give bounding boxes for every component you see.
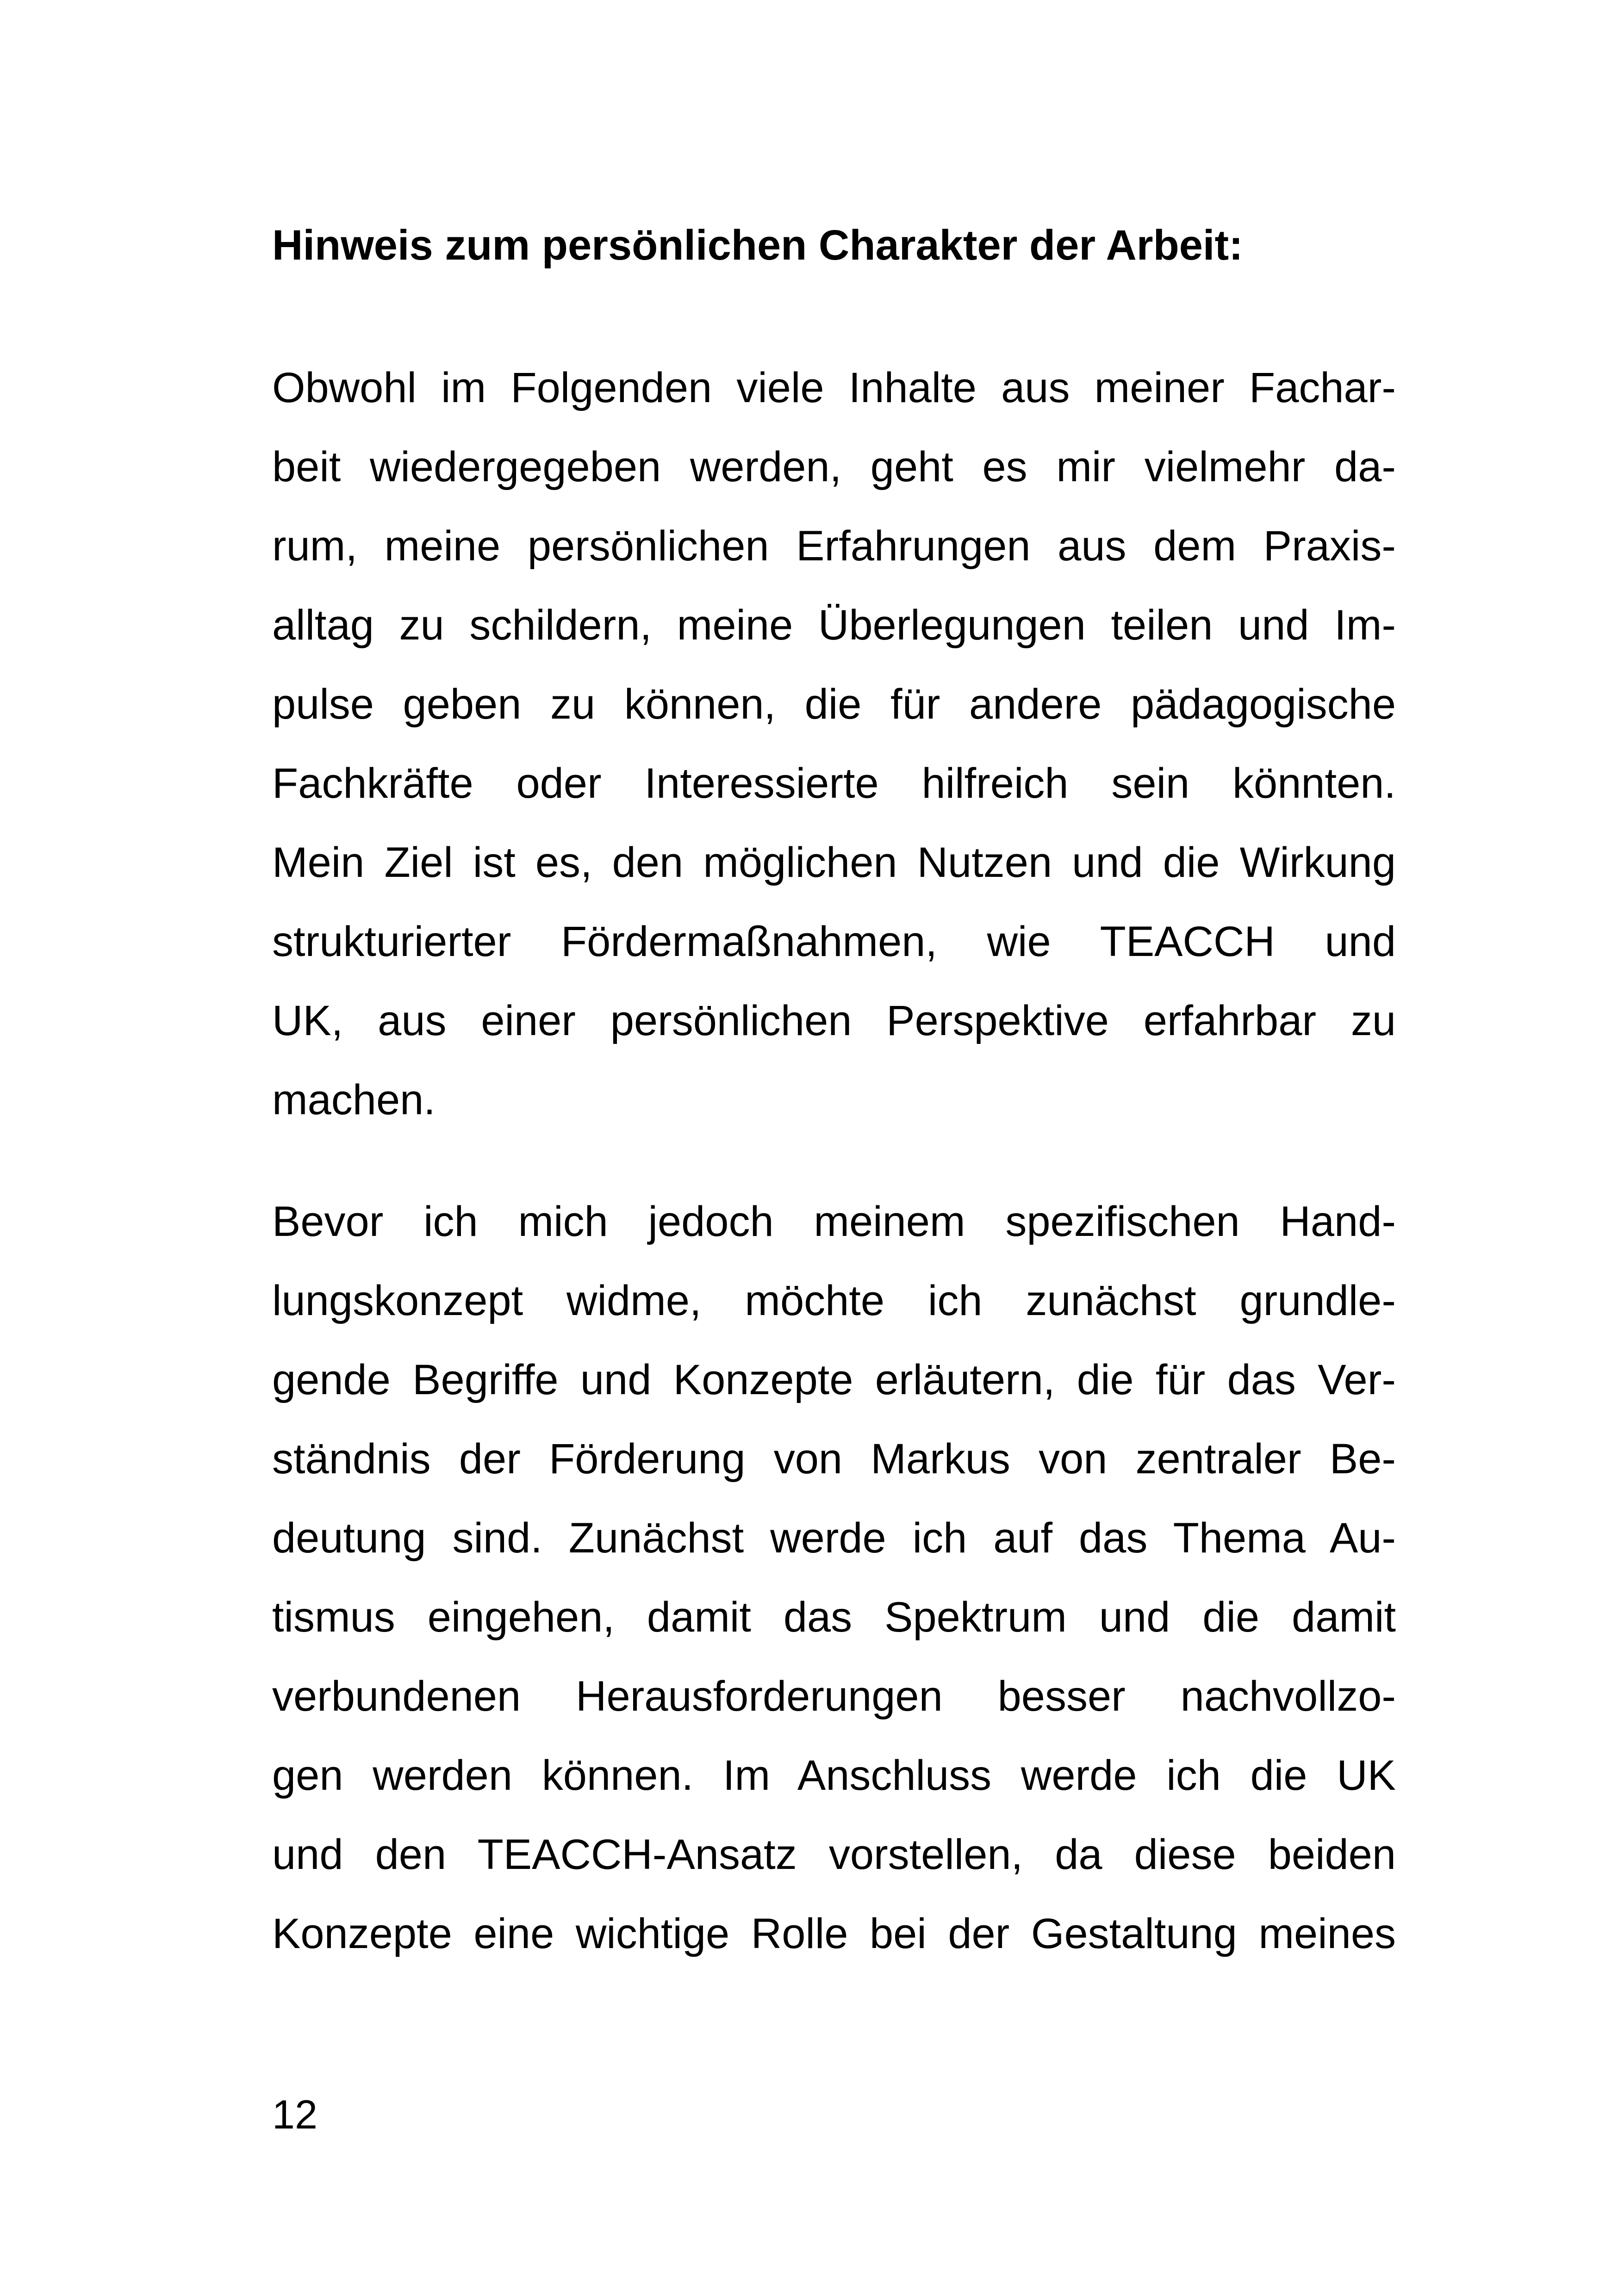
- text-line: machen.: [272, 1076, 436, 1123]
- text-line: gende Begriffe und Konzepte erläutern, die für das Ver-: [272, 1356, 1396, 1403]
- text-line: Konzepte eine wichtige Rolle bei der Gestaltung meines: [272, 1910, 1396, 1957]
- text-line: deutung sind. Zunächst werde ich auf das Thema Au-: [272, 1514, 1396, 1562]
- text-line: UK, aus einer persönlichen Perspektive erfahrbar zu: [272, 997, 1396, 1044]
- text-line: ständnis der Förderung von Markus von zentraler Be-: [272, 1435, 1396, 1483]
- text-line: alltag zu schildern, meine Überlegungen teilen und Im-: [272, 602, 1396, 649]
- text-line: gen werden können. Im Anschluss werde ich die UK: [272, 1752, 1396, 1799]
- text-line: rum, meine persönlichen Erfahrungen aus dem Praxis-: [272, 522, 1396, 570]
- text-line: verbundenen Herausforderungen besser nachvollzo-: [272, 1673, 1396, 1720]
- paragraph-2: [272, 1182, 1396, 1973]
- page-number: 12: [272, 2091, 317, 2137]
- section-heading: Hinweis zum persönlichen Charakter der Arbeit:: [272, 222, 1243, 269]
- text-line: und den TEACCH-Ansatz vorstellen, da diese beiden: [272, 1831, 1396, 1878]
- text-line: beit wiedergegeben werden, geht es mir vielmehr da-: [272, 443, 1396, 490]
- paragraph-1: [272, 348, 1396, 1140]
- text-line: pulse geben zu können, die für andere pädagogische: [272, 681, 1396, 728]
- text-line: Obwohl im Folgenden viele Inhalte aus meiner Fachar-: [272, 364, 1396, 411]
- text-line: tismus eingehen, damit das Spektrum und die damit: [272, 1594, 1396, 1641]
- text-line: Bevor ich mich jedoch meinem spezifischen Hand-: [272, 1198, 1396, 1245]
- text-line: Mein Ziel ist es, den möglichen Nutzen und die Wirkung: [272, 839, 1396, 886]
- text-line: Fachkräfte oder Interessierte hilfreich sein könnten.: [272, 760, 1396, 807]
- text-line: lungskonzept widme, möchte ich zunächst grundle-: [272, 1277, 1396, 1324]
- text-line: strukturierter Fördermaßnahmen, wie TEACCH und: [272, 918, 1396, 965]
